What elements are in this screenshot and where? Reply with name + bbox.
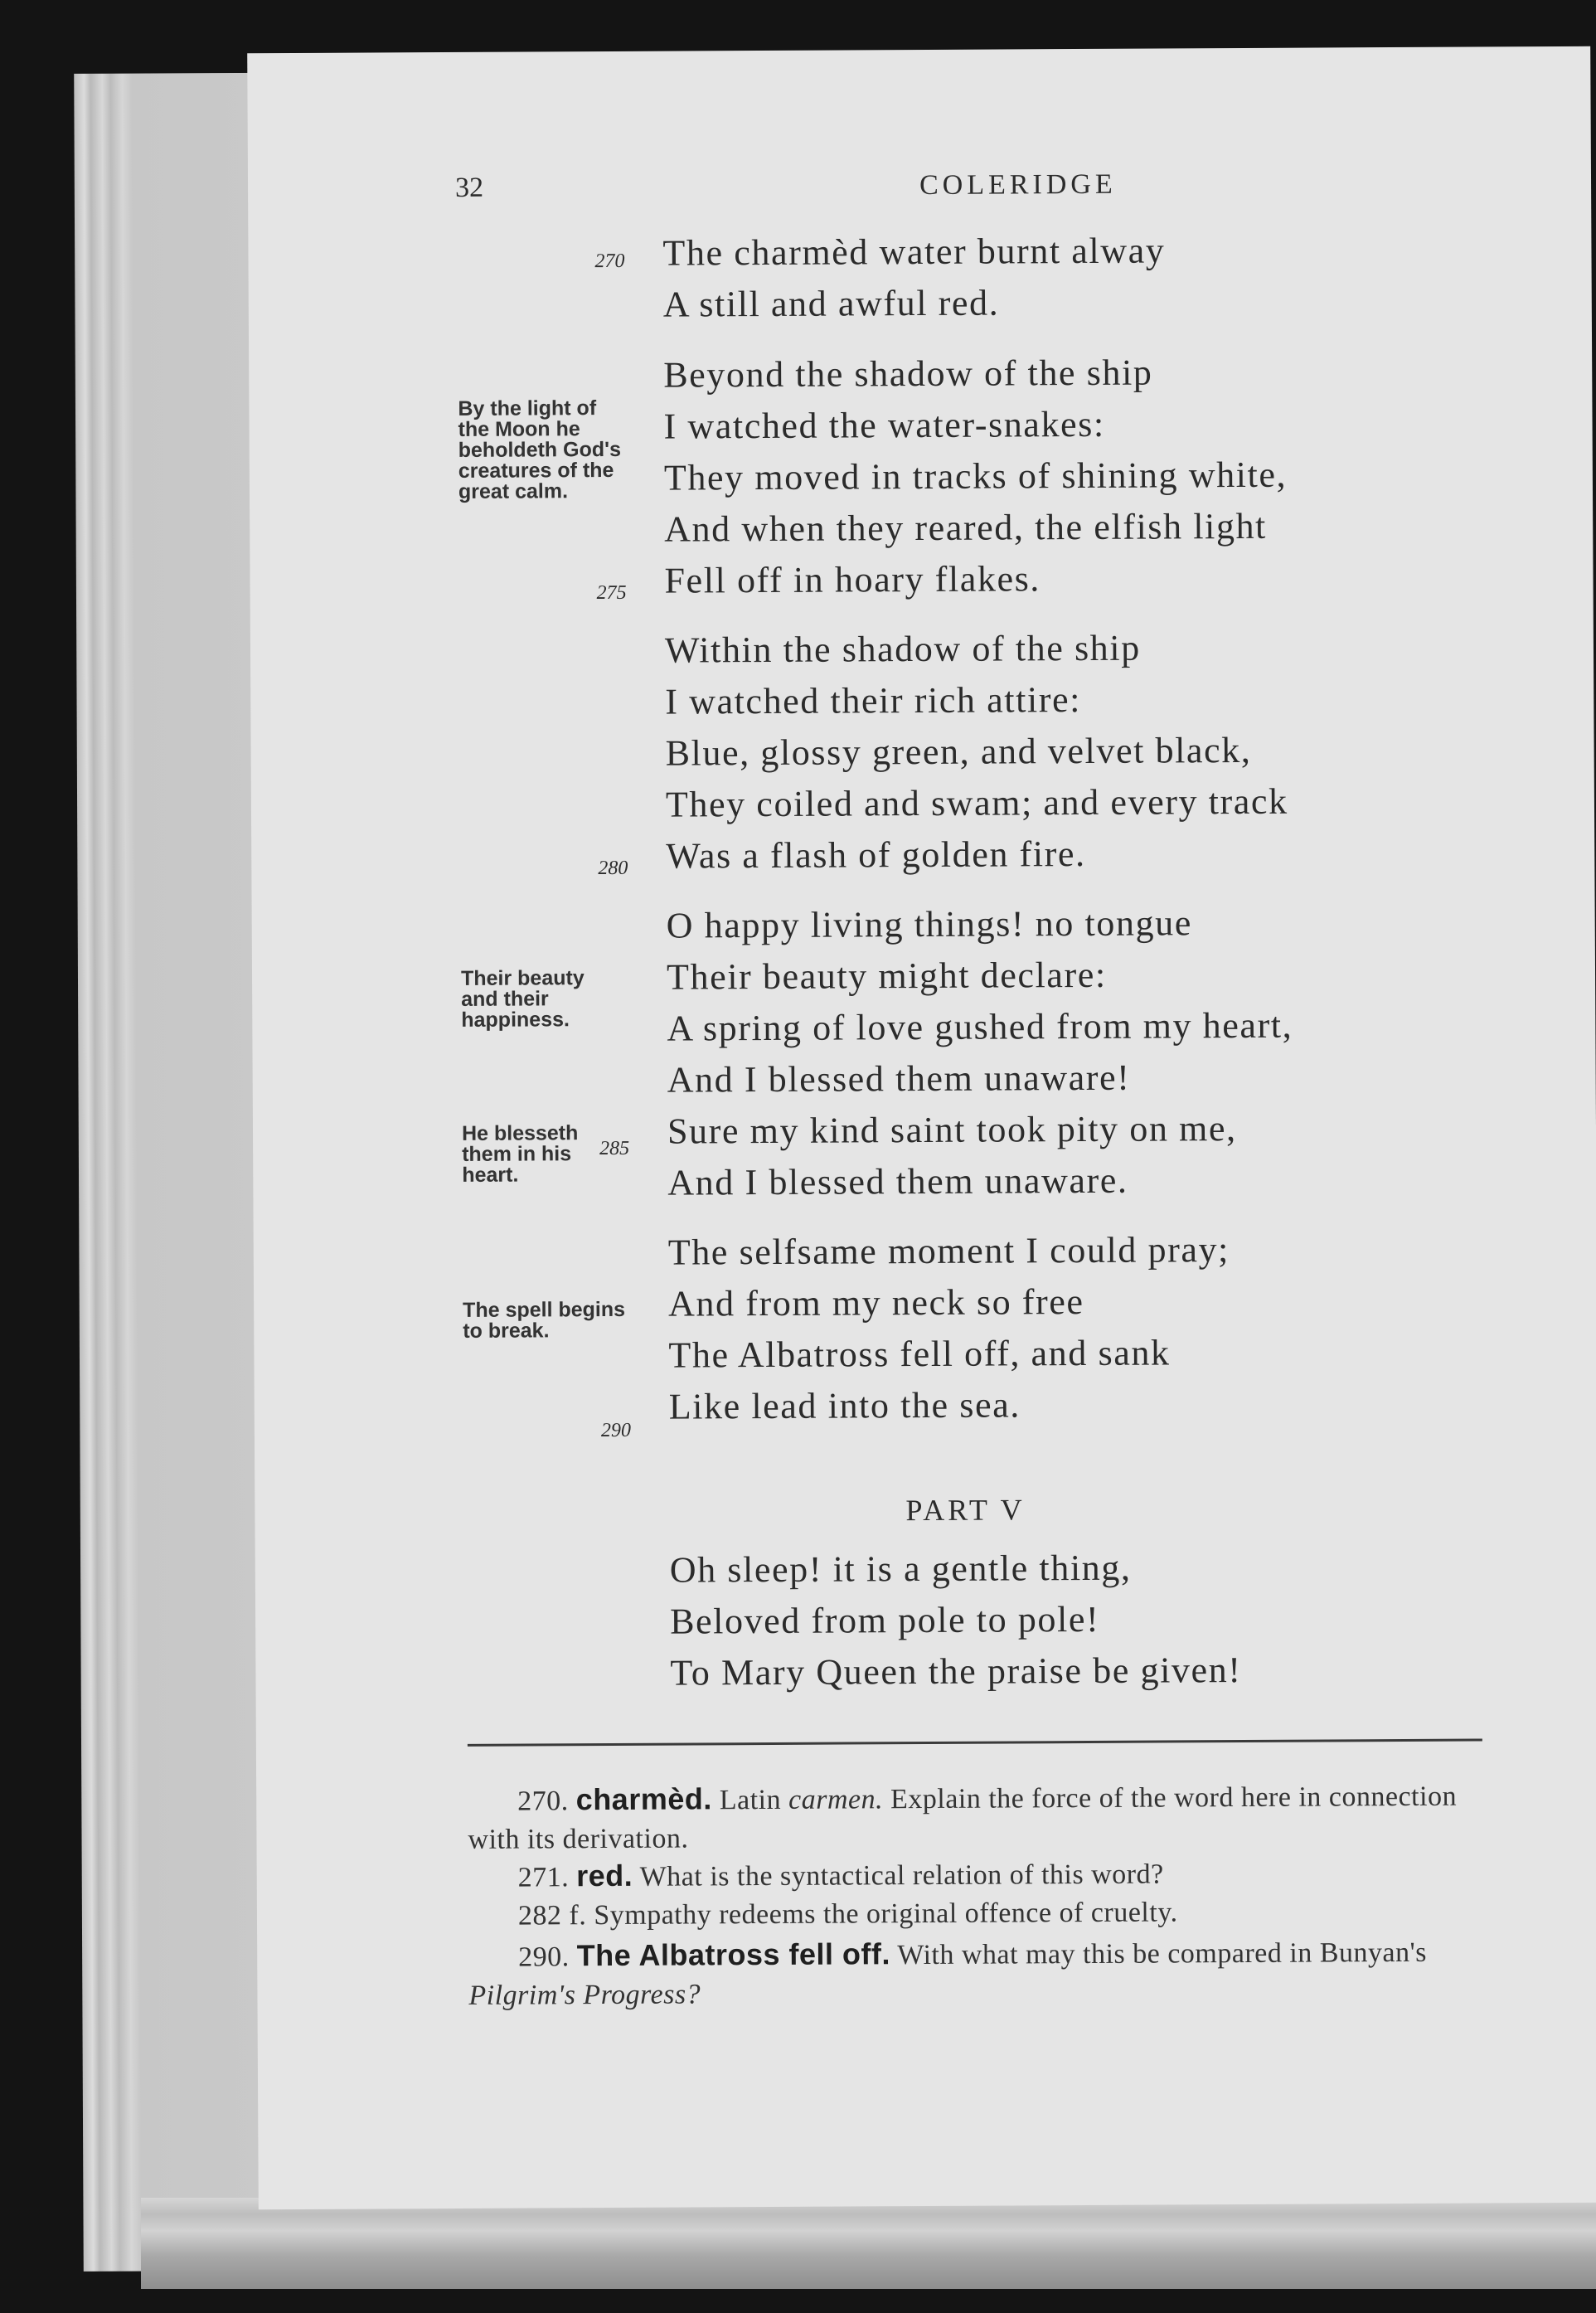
- verse-line: And from my neck so free: [667, 1280, 1084, 1324]
- verse-line: The charmèd water burnt alway: [662, 230, 1166, 274]
- verse-line: Oh sleep! it is a gentle thing,: [669, 1547, 1132, 1591]
- verse-line: The Albatross fell off, and sank: [668, 1332, 1171, 1376]
- verse-line: O happy living things! no tongue: [666, 902, 1193, 946]
- note-number: 270.: [517, 1786, 569, 1817]
- line-number: 275: [596, 581, 627, 605]
- verse-line: And I blessed them unaware!: [667, 1057, 1131, 1101]
- verse-line: And when they reared, the elfish light: [664, 505, 1268, 550]
- note-italic: Pilgrim's Progress?: [468, 1979, 701, 2011]
- marginal-gloss: He blesseth them in his heart.: [461, 1121, 579, 1187]
- note-number: 271.: [517, 1862, 570, 1893]
- verse-line: They moved in tracks of shining white,: [663, 454, 1288, 498]
- verse-line: Blue, glossy green, and velvet black,: [665, 729, 1252, 774]
- note-text: Sympathy redeems the original offence of cruelty.: [594, 1897, 1178, 1932]
- verse-line: Fell off in hoary flakes.: [664, 558, 1041, 601]
- verse-line: I watched the water-snakes:: [663, 403, 1105, 447]
- note-text: What is the syntactical relation of this word?: [639, 1859, 1164, 1893]
- verse-line: The selfsame moment I could pray;: [667, 1229, 1230, 1273]
- page-stack-bottom: [141, 2198, 1596, 2289]
- verse-line: Beloved from pole to pole!: [669, 1598, 1100, 1642]
- line-number: 285: [599, 1137, 630, 1160]
- verse-line: Beyond the shadow of the ship: [663, 352, 1153, 396]
- book-page: [247, 46, 1596, 2209]
- running-head: [455, 167, 1533, 222]
- verse-line: They coiled and swam; and every track: [665, 780, 1288, 825]
- note-text: Latin: [719, 1784, 782, 1816]
- line-number: 270: [594, 250, 625, 273]
- footnote: [468, 1892, 1484, 1935]
- note-number: 282 f.: [517, 1900, 587, 1932]
- verse-line: And I blessed them unaware.: [667, 1159, 1128, 1203]
- part-heading: PART V: [905, 1493, 1026, 1528]
- note-text: With what may this be compared in Bunyan's: [897, 1936, 1427, 1971]
- note-number: 290.: [518, 1941, 570, 1973]
- marginal-gloss: Their beauty and their happiness.: [460, 966, 585, 1032]
- marginal-gloss: The spell begins to break.: [463, 1297, 626, 1343]
- verse-line: To Mary Queen the praise be given!: [670, 1650, 1242, 1693]
- verse-line: Like lead into the sea.: [668, 1384, 1021, 1427]
- note-text: Explain the force of the word here in connection with its derivation.: [468, 1781, 1458, 1855]
- footnote-rule: [468, 1738, 1482, 1746]
- footnote: [468, 1776, 1483, 1859]
- page-number: 32: [454, 172, 484, 203]
- verse-line: I watched their rich attire:: [665, 679, 1082, 722]
- footnote: [468, 1852, 1484, 1897]
- running-title: COLERIDGE: [919, 168, 1117, 202]
- note-term: charmèd.: [575, 1781, 712, 1817]
- line-number: 280: [598, 857, 628, 880]
- verse-line: Their beauty might declare:: [666, 954, 1107, 998]
- marginal-gloss: By the light of the Moon he beholdeth God's creatures of the great calm.: [458, 396, 622, 503]
- verse-line: Was a flash of golden fire.: [666, 833, 1086, 877]
- verse-line: A spring of love gushed from my heart,: [667, 1004, 1293, 1049]
- note-italic: carmen.: [788, 1784, 884, 1815]
- note-term: The Albatross fell off.: [576, 1936, 891, 1973]
- line-number: 290: [600, 1419, 631, 1442]
- verse-line: Within the shadow of the ship: [664, 627, 1141, 671]
- footnote: [468, 1932, 1484, 2014]
- note-term: red.: [576, 1858, 633, 1893]
- verse-line: A still and awful red.: [662, 282, 1000, 325]
- verse-line: Sure my kind saint took pity on me,: [667, 1108, 1237, 1152]
